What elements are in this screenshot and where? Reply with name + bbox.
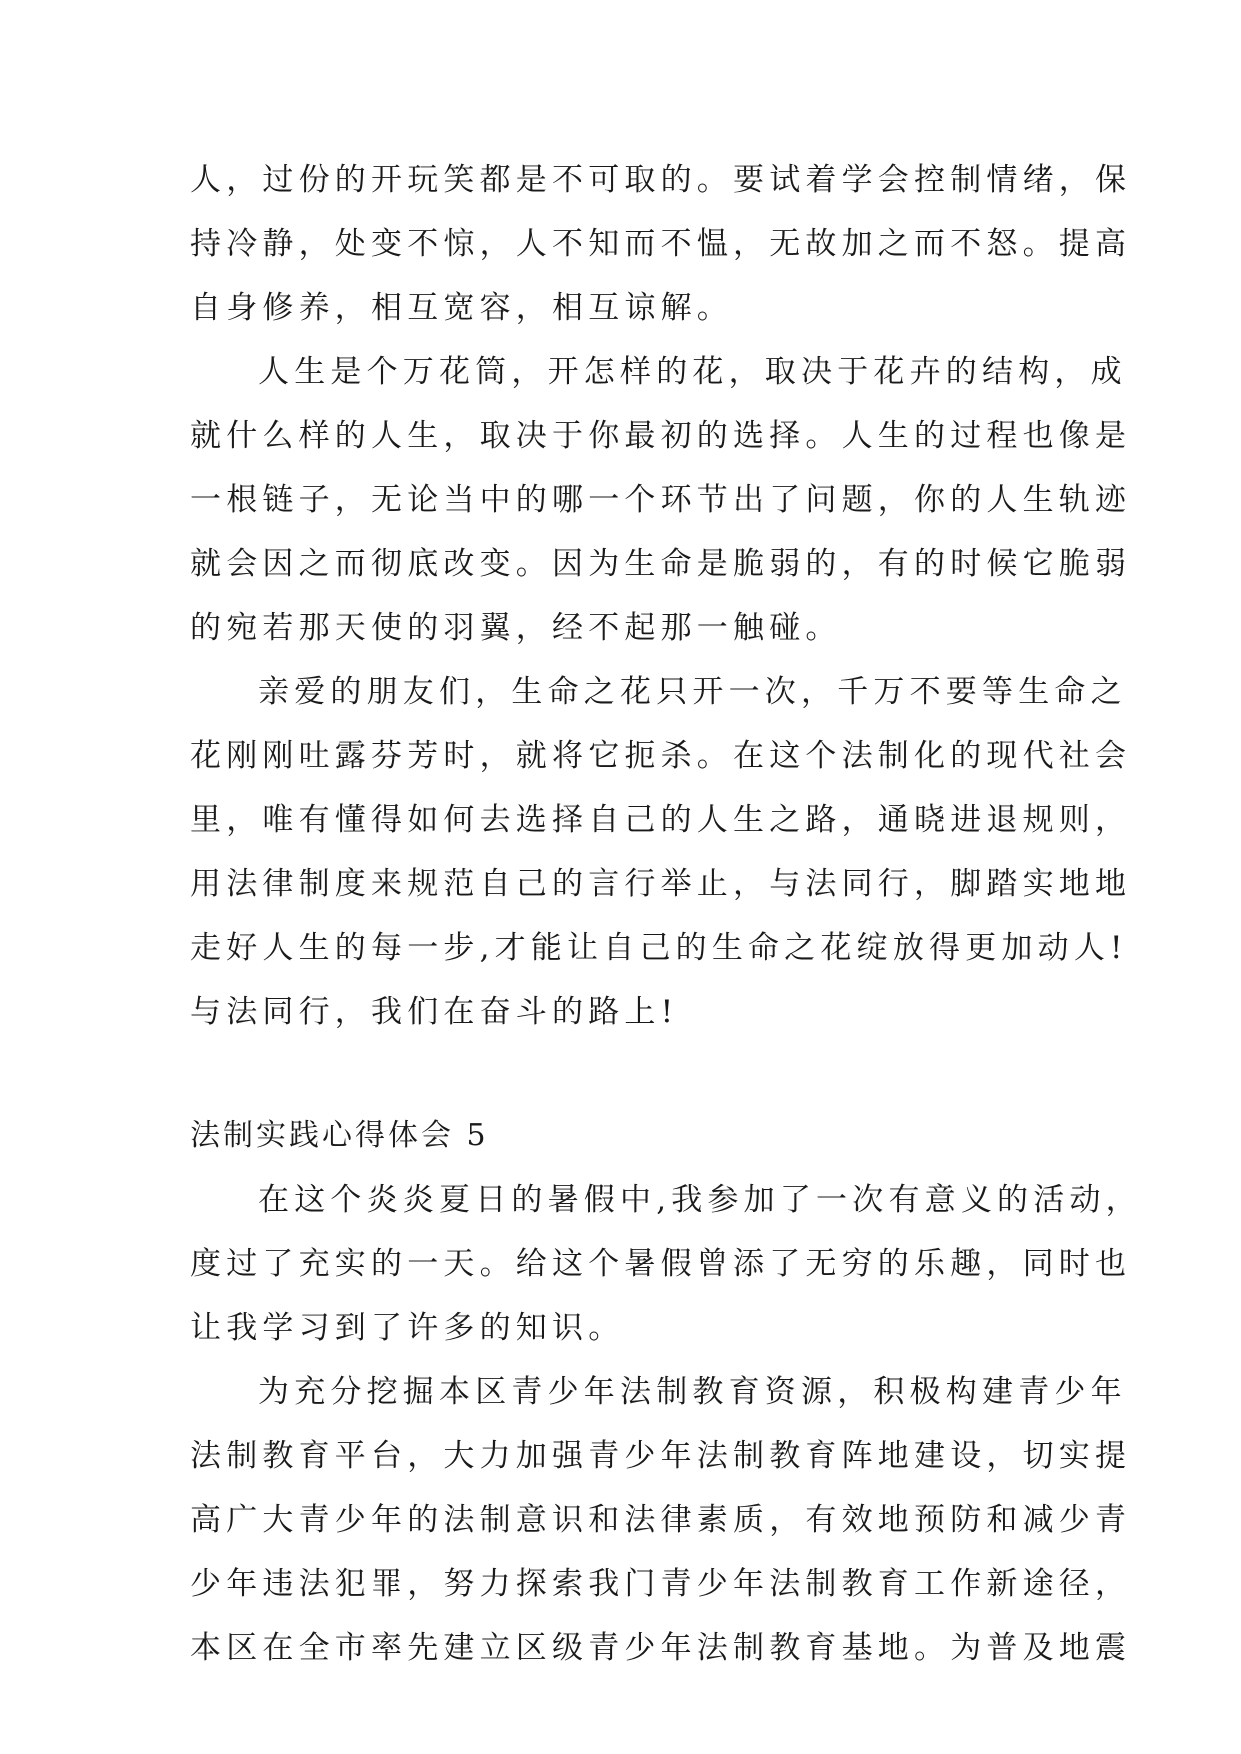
paragraph-1 — [190, 160, 1132, 328]
text-line: 让我学习到了许多的知识。 — [190, 1310, 625, 1346]
document-page — [190, 160, 1142, 1668]
text-line: 人，过份的开玩笑都是不可取的。要试着学会控制情绪，保 — [190, 162, 1132, 198]
text-line: 在这个炎炎夏日的暑假中,我参加了一次有意义的活动， — [258, 1182, 1142, 1218]
text-line: 持冷静，处变不惊，人不知而不愠，无故加之而不怒。提高 — [190, 226, 1132, 262]
paragraph-2 — [190, 352, 1132, 648]
text-line: 里，唯有懂得如何去选择自己的人生之路，通晓进退规则， — [190, 802, 1132, 838]
text-line: 亲爱的朋友们，生命之花只开一次，千万不要等生命之 — [258, 674, 1127, 710]
section-heading: 法制实践心得体会 5 — [190, 1118, 489, 1153]
text-line: 用法律制度来规范自己的言行举止，与法同行，脚踏实地地 — [190, 866, 1132, 902]
text-line: 就会因之而彻底改变。因为生命是脆弱的，有的时候它脆弱 — [190, 546, 1132, 582]
text-line: 法制教育平台，大力加强青少年法制教育阵地建设，切实提 — [190, 1438, 1132, 1474]
text-line: 少年违法犯罪，努力探索我门青少年法制教育工作新途径， — [190, 1566, 1132, 1602]
text-line: 的宛若那天使的羽翼，经不起那一触碰。 — [190, 610, 842, 646]
text-line: 自身修养，相互宽容，相互谅解。 — [190, 290, 733, 326]
text-line: 与法同行，我们在奋斗的路上! — [190, 994, 679, 1030]
text-line: 为充分挖掘本区青少年法制教育资源，积极构建青少年 — [258, 1374, 1127, 1410]
text-line: 高广大青少年的法制意识和法律素质，有效地预防和减少青 — [190, 1502, 1132, 1538]
text-line: 就什么样的人生，取决于你最初的选择。人生的过程也像是 — [190, 418, 1132, 454]
paragraph-3 — [190, 672, 1132, 1032]
paragraph-4 — [190, 1180, 1142, 1348]
text-line: 花刚刚吐露芬芳时，就将它扼杀。在这个法制化的现代社会 — [190, 738, 1132, 774]
text-line: 走好人生的每一步,才能让自己的生命之花绽放得更加动人! — [190, 930, 1128, 966]
paragraph-5 — [190, 1372, 1132, 1668]
text-line: 人生是个万花筒，开怎样的花，取决于花卉的结构，成 — [258, 354, 1127, 390]
text-line: 度过了充实的一天。给这个暑假曾添了无穷的乐趣，同时也 — [190, 1246, 1132, 1282]
text-line: 一根链子，无论当中的哪一个环节出了问题，你的人生轨迹 — [190, 482, 1132, 518]
text-line: 本区在全市率先建立区级青少年法制教育基地。为普及地震 — [190, 1630, 1132, 1666]
